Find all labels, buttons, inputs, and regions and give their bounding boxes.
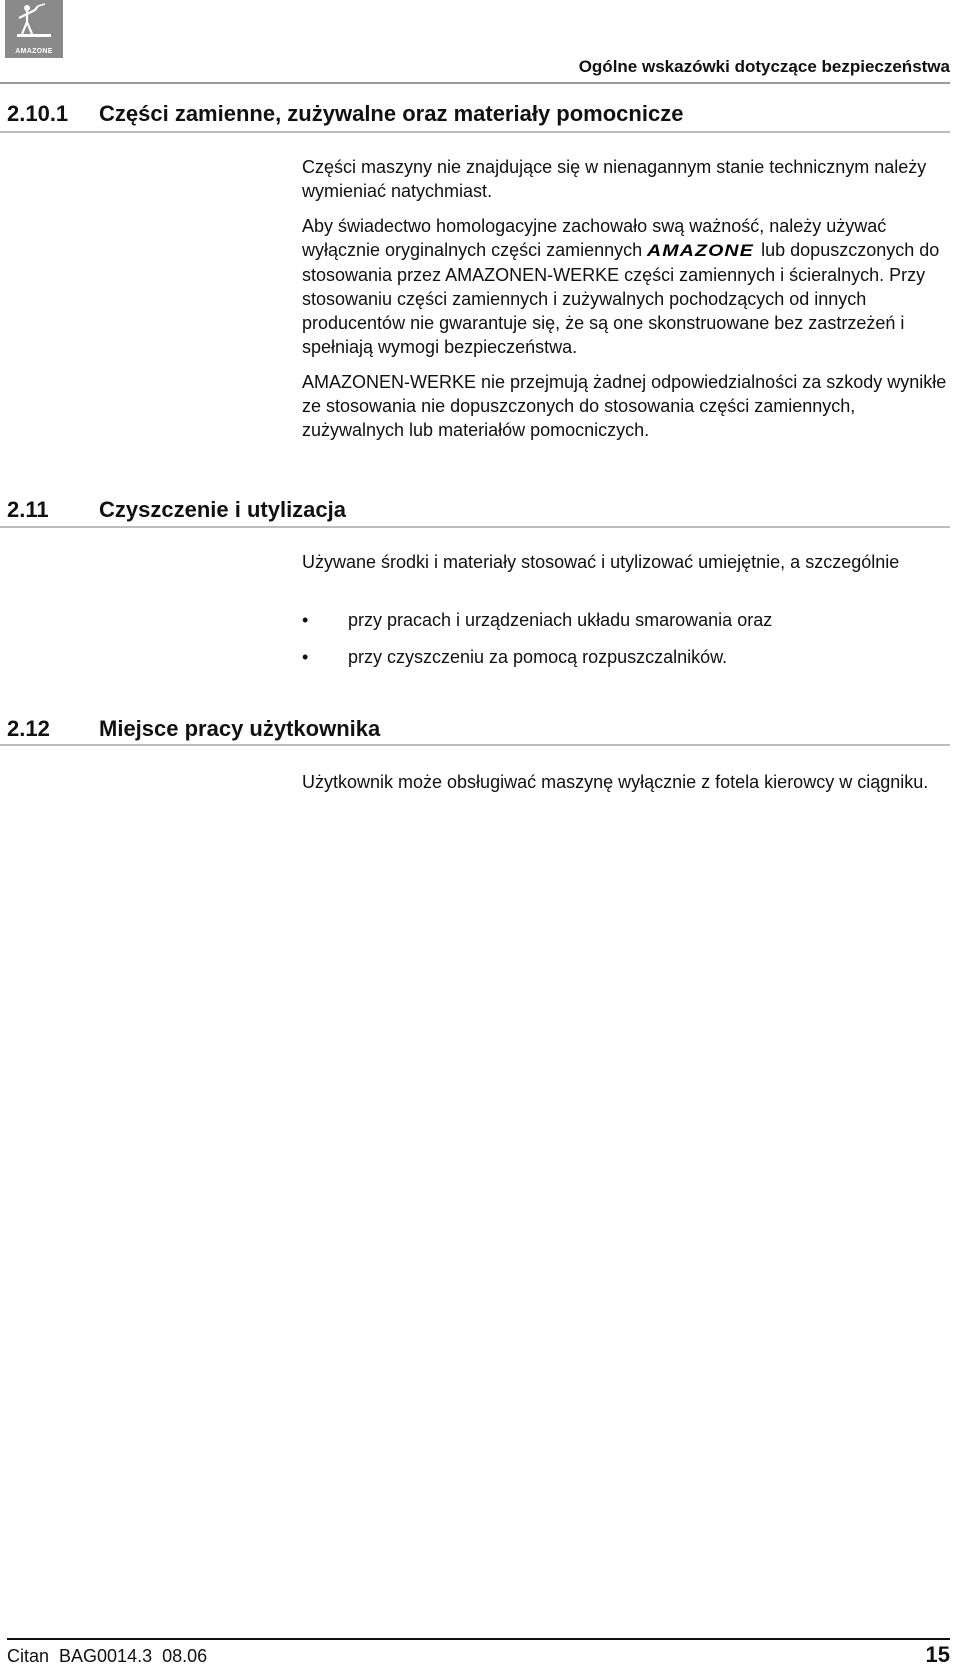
paragraph: Części maszyny nie znajdujące się w nienagannym stanie technicznym należy wymieniać natychmiast. [302, 157, 927, 201]
paragraph-text-before: Aby świadectwo homologacyjne zachowało swą ważność, należy używać wyłącznie oryginalnych części zamiennych [302, 216, 887, 260]
list-item [302, 608, 772, 632]
section-divider [0, 526, 950, 528]
section-number: 2.10.1 [7, 101, 69, 126]
bullet-icon: • [302, 610, 309, 630]
list-item-text: przy pracach i urządzeniach układu smarowania oraz [348, 610, 773, 630]
section-number: 2.11 [7, 497, 49, 522]
section-body-2-12 [302, 770, 947, 805]
section-divider [0, 131, 950, 133]
amazone-logo [5, 0, 63, 58]
section-title: Miejsce pracy użytkownika [99, 716, 381, 741]
page-number: 15 [925, 1642, 950, 1667]
footer-divider [7, 1638, 950, 1640]
section-heading-2-10-1 [7, 101, 683, 127]
section-divider [0, 744, 950, 746]
paragraph: AMAZONEN-WERKE nie przejmują żadnej odpowiedzialności za szkody wynikłe ze stosowania nie dopuszczonych do stosowania części zamiennych, zużywalnych lub materiałów pomocniczych. [302, 372, 947, 440]
section-heading-2-12 [7, 716, 380, 742]
paragraph-with-logo [302, 214, 947, 359]
section-title: Czyszczenie i utylizacja [99, 497, 346, 522]
section-body-2-11 [302, 550, 947, 585]
bullet-icon: • [302, 647, 309, 667]
paragraph: Używane środki i materiały stosować i utylizować umiejętnie, a szczególnie [302, 552, 900, 572]
sower-icon [5, 0, 63, 44]
section-body-2-10-1 [302, 155, 947, 453]
section-heading-2-11 [7, 497, 346, 523]
page-header-title: Ogólne wskazówki dotyczące bezpieczeństwa [578, 57, 950, 76]
list-item-text: przy czyszczeniu za pomocą rozpuszczalników. [348, 647, 728, 667]
section-title: Części zamienne, zużywalne oraz materiały pomocnicze [99, 101, 684, 126]
paragraph: Użytkownik może obsługiwać maszynę wyłącznie z fotela kierowcy w ciągniku. [302, 772, 929, 792]
header-divider [0, 82, 950, 84]
section-number: 2.12 [7, 716, 50, 741]
list-item [302, 645, 727, 669]
footer-document-id: Citan BAG0014.3 08.06 [7, 1646, 208, 1666]
paragraph-text-after: lub dopuszczonych do stosowania przez AMAZONEN-WERKE części zamiennych i ścieralnych. Przy stosowaniu części zamiennych i zużywalnych pochodzących od innych producentów nie gwarantuje się, że są one skonstruowane bez zastrzeżeń i spełniają wymogi bezpieczeństwa. [302, 240, 940, 357]
logo-wordmark: AMAZONE [15, 48, 53, 55]
amazone-inline-logo: AMAZONE [647, 241, 755, 260]
